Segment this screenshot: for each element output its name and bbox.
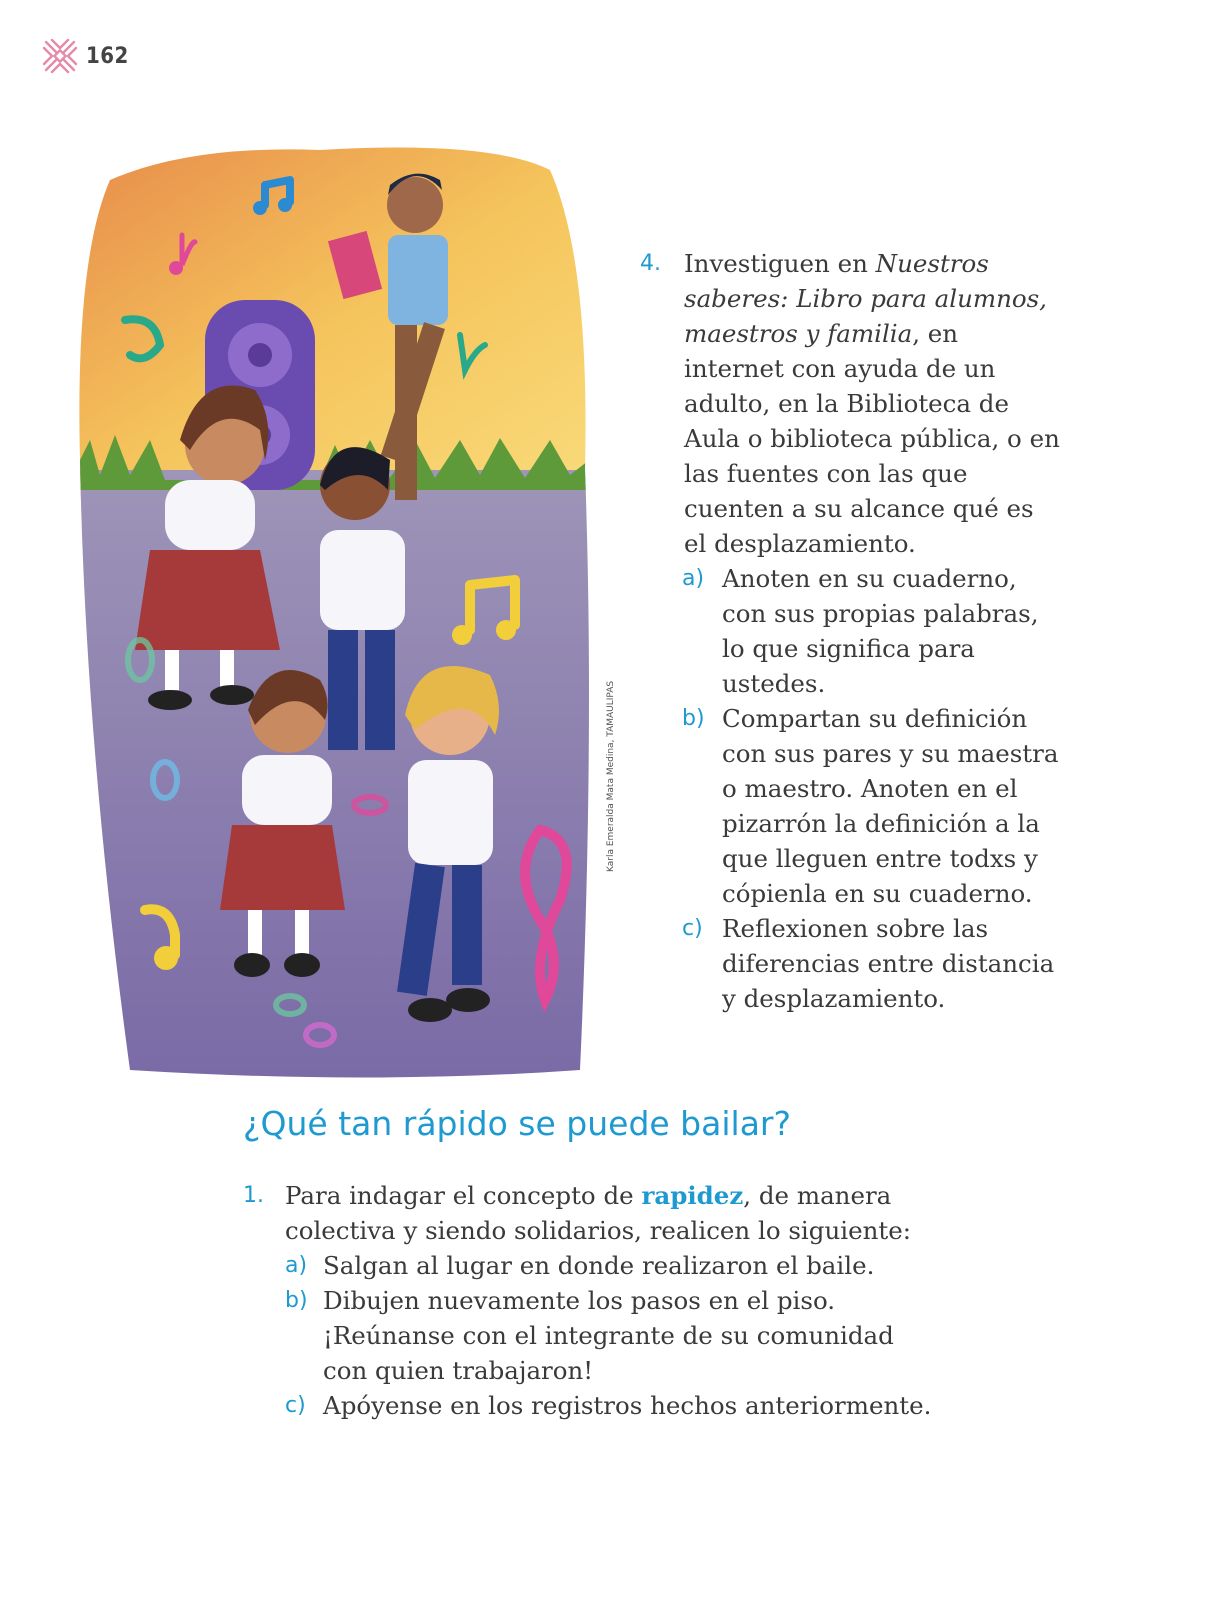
list-item: c) Apóyense en los registros hechos anteriormente.: [285, 1391, 932, 1420]
activity-4: [640, 246, 1060, 1016]
keyword: rapidez: [641, 1181, 744, 1210]
activity-number: 4.: [640, 251, 661, 276]
list-item: a) Anoten en su cuaderno, con sus propias palabras, lo que significa para ustedes.: [682, 564, 1039, 698]
activity-1: [243, 1178, 943, 1423]
page-number: 162: [86, 43, 129, 69]
book-logo-icon: [40, 36, 80, 76]
section-title: ¿Qué tan rápido se puede bailar?: [243, 1104, 791, 1143]
illustration-credit: Karla Emeralda Mata Medina, TAMAULIPAS: [606, 680, 616, 872]
list-item: c) Reflexionen sobre las diferencias entre distancia y desplazamiento.: [682, 914, 1055, 1013]
list-item: b) Dibujen nuevamente los pasos en el piso. ¡Reúnanse con el integrante de su comunidad con quien trabajaron!: [285, 1286, 894, 1385]
list-item: b) Compartan su definición con sus pares y su maestra o maestro. Anoten en el pizarrón la definición a la que lleguen entre todxs y cópienla en su cuaderno.: [682, 704, 1059, 908]
dance-illustration: [70, 140, 615, 1080]
list-item: a) Salgan al lugar en donde realizaron el baile.: [285, 1251, 875, 1280]
book-title: Nuestros saberes: Libro para alumnos, maestros y familia: [684, 249, 1047, 348]
activity-intro: Investiguen en Nuestros saberes: Libro para alumnos, maestros y familia, en internet con ayuda de un adulto, en la Biblioteca de Aula o biblioteca pública, o en las fuentes con las que cuenten a su alcance qué es el desplazamiento.: [684, 249, 1060, 558]
activity-number: 1.: [243, 1183, 264, 1208]
activity-intro: Para indagar el concepto de rapidez, de manera colectiva y siendo solidarios, realicen lo siguiente:: [285, 1181, 911, 1245]
page-header: [40, 36, 129, 76]
